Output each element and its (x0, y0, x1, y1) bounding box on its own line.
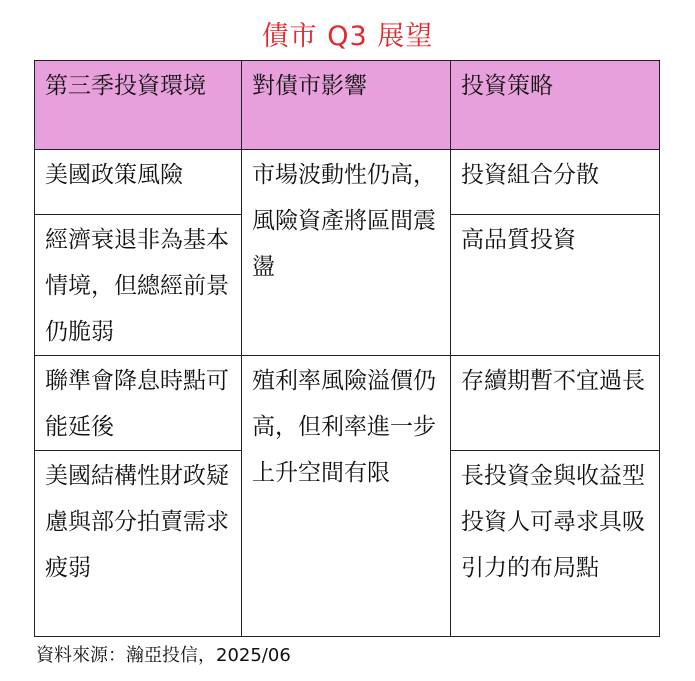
header-environment: 第三季投資環境 (35, 61, 242, 150)
strategy-cell: 投資組合分散 (451, 150, 660, 215)
strategy-cell: 高品質投資 (451, 215, 660, 356)
environment-cell: 美國結構性財政疑慮與部分拍賣需求疲弱 (35, 451, 242, 637)
environment-cell: 美國政策風險 (35, 150, 242, 215)
environment-cell: 聯準會降息時點可能延後 (35, 356, 242, 451)
strategy-cell: 存續期暫不宜過長 (451, 356, 660, 451)
environment-cell: 經濟衰退非為基本情境，但總經前景仍脆弱 (35, 215, 242, 356)
impact-cell: 市場波動性仍高，風險資產將區間震盪 (242, 150, 451, 356)
impact-cell: 殖利率風險溢價仍高，但利率進一步上升空間有限 (242, 356, 451, 637)
strategy-cell: 長投資金與收益型投資人可尋求具吸引力的布局點 (451, 451, 660, 637)
outlook-table (34, 60, 660, 637)
header-strategy: 投資策略 (451, 61, 660, 150)
table-row (35, 356, 660, 451)
header-bond-impact: 對債市影響 (242, 61, 451, 150)
table-header-row (35, 61, 660, 150)
source-note: 資料來源：瀚亞投信，2025/06 (36, 645, 291, 666)
table-row (35, 150, 660, 215)
page-title: 債市 Q3 展望 (261, 21, 434, 52)
